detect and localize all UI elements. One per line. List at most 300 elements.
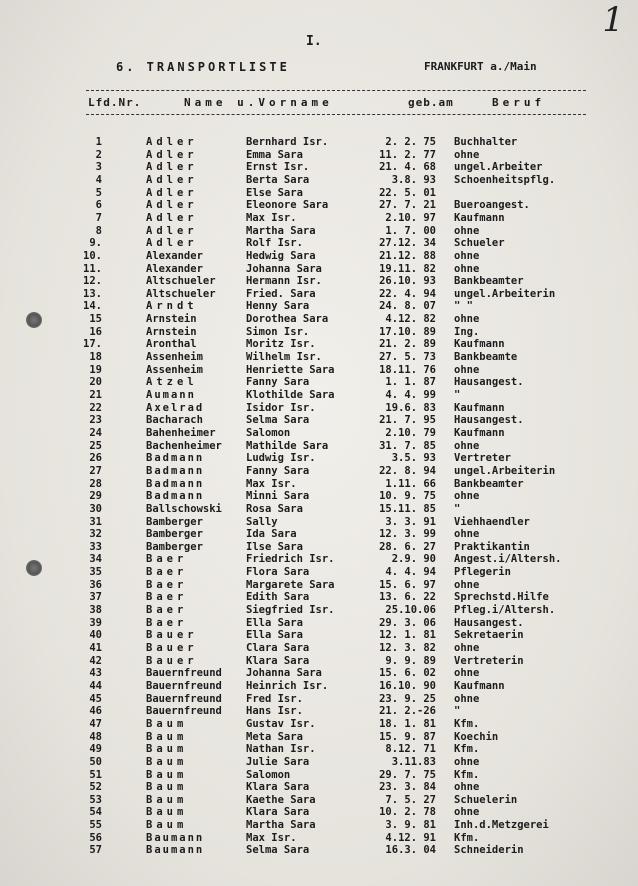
last-name: Assenheim [146, 363, 203, 376]
last-name: Bauernfreund [146, 705, 222, 718]
occupation: ohne [454, 148, 480, 161]
row-number: 23 [89, 414, 102, 427]
birth-date: 4.12. 82 [385, 313, 436, 326]
first-name: Klothilde Sara [246, 389, 335, 401]
row-number: 36 [89, 578, 102, 591]
row-number: 45 [89, 692, 102, 705]
last-name: Bauernfreund [146, 692, 222, 705]
last-name: Adler [146, 186, 198, 199]
table-row [0, 199, 638, 212]
table-row [0, 705, 638, 718]
birth-date: 11. 2. 77 [379, 148, 436, 161]
birth-date: 16.3. 04 [385, 844, 436, 857]
row-number: 50 [89, 755, 102, 768]
birth-date: 29. 3. 06 [379, 616, 436, 629]
birth-date: 27. 7. 21 [379, 199, 436, 212]
birth-date: 15. 6. 97 [379, 578, 436, 591]
last-name: Badmann [146, 452, 205, 465]
birth-date: 4. 4. 99 [385, 389, 436, 401]
row-number: 22 [89, 401, 102, 414]
birth-date: 2.10. 97 [385, 211, 436, 224]
first-name: Rosa Sara [246, 502, 303, 515]
table-row [0, 819, 638, 832]
table-row [0, 136, 638, 149]
header-number: Lfd.Nr. [88, 96, 142, 109]
occupation: ohne [454, 249, 480, 262]
row-number: 53 [89, 793, 102, 806]
table-row [0, 414, 638, 427]
table-row [0, 174, 638, 187]
table-row [0, 149, 638, 162]
birth-date: 26.10. 93 [379, 275, 436, 288]
birth-date: 21. 2.-26 [379, 705, 436, 718]
corner-page-mark: 1 [602, 0, 624, 40]
row-number: 32 [89, 528, 102, 541]
occupation: Bankbeamter [454, 275, 524, 288]
occupation: Kfm. [454, 743, 480, 756]
last-name: Bamberger [146, 540, 203, 553]
birth-date: 23. 3. 84 [379, 781, 436, 794]
occupation: ohne [454, 224, 480, 237]
occupation: Pflegerin [454, 566, 511, 579]
last-name: Bachenheimer [146, 439, 222, 452]
last-name: Arnstein [146, 313, 197, 326]
first-name: Selma Sara [246, 414, 310, 427]
occupation: ohne [454, 262, 480, 275]
row-number: 5 [95, 186, 102, 199]
row-number: 40 [89, 629, 102, 642]
table-row [0, 427, 638, 440]
table-row [0, 680, 638, 693]
first-name: Max Isr. [246, 831, 297, 844]
row-number: 1 [95, 136, 102, 148]
occupation: ohne [454, 528, 480, 541]
table-row [0, 503, 638, 516]
row-number: 14. [83, 300, 102, 313]
first-name: Ella Sara [246, 616, 303, 629]
row-number: 24 [89, 426, 102, 439]
occupation: " [454, 502, 461, 515]
row-number: 13. [83, 287, 102, 300]
last-name: Baer [146, 604, 188, 617]
occupation: ohne [454, 692, 480, 705]
last-name: Adler [146, 237, 198, 250]
row-number: 20 [89, 376, 102, 389]
occupation: ohne [454, 755, 480, 768]
last-name: Adler [146, 161, 198, 174]
row-number: 27 [89, 464, 102, 477]
table-row [0, 402, 638, 415]
first-name: Siegfried Isr. [246, 604, 335, 617]
first-name: Julie Sara [246, 755, 310, 768]
occupation: Angest.i/Altersh. [454, 553, 562, 566]
occupation: " [454, 389, 461, 401]
first-name: Eleonore Sara [246, 199, 329, 212]
last-name: Baum [146, 717, 188, 730]
occupation: Vertreter [454, 452, 511, 465]
table-row [0, 617, 638, 630]
birth-date: 29. 7. 75 [379, 768, 436, 781]
header-rule-bottom [86, 114, 586, 115]
occupation: Hausangest. [454, 414, 524, 427]
first-name: Selma Sara [246, 844, 310, 857]
last-name: Bauernfreund [146, 667, 222, 680]
row-number: 49 [89, 743, 102, 756]
birth-date: 18.11. 76 [379, 363, 436, 376]
first-name: Simon Isr. [246, 325, 310, 338]
table-row [0, 693, 638, 706]
row-number: 44 [89, 679, 102, 692]
row-number: 42 [89, 654, 102, 667]
table-row [0, 313, 638, 326]
birth-date: 10. 2. 78 [379, 806, 436, 819]
birth-date: 18. 1. 81 [379, 717, 436, 730]
row-number: 51 [89, 768, 102, 781]
birth-date: 22. 8. 94 [379, 464, 436, 477]
last-name: Alexander [146, 249, 203, 262]
first-name: Emma Sara [246, 148, 303, 161]
last-name: Alexander [146, 262, 203, 275]
birth-date: 1.11. 66 [385, 477, 436, 490]
table-row [0, 832, 638, 845]
first-name: Hans Isr. [246, 705, 303, 718]
row-number: 56 [89, 831, 102, 844]
first-name: Martha Sara [246, 819, 316, 832]
occupation: Bueroangest. [454, 199, 530, 212]
first-name: Dorothea Sara [246, 313, 329, 326]
table-row [0, 263, 638, 276]
table-row [0, 288, 638, 301]
occupation: Buchhalter [454, 136, 518, 148]
first-name: Fred Isr. [246, 692, 303, 705]
birth-date: 21. 4. 68 [379, 161, 436, 174]
header-name: Name u.Vorname [184, 96, 333, 109]
table-row [0, 440, 638, 453]
row-number: 31 [89, 515, 102, 528]
birth-date: 1. 1. 87 [385, 376, 436, 389]
birth-date: 8.12. 71 [385, 743, 436, 756]
birth-date: 2.9. 90 [391, 553, 436, 566]
birth-date: 16.10. 90 [379, 679, 436, 692]
last-name: Baum [146, 793, 188, 806]
last-name: Bacharach [146, 414, 203, 427]
first-name: Rolf Isr. [246, 237, 303, 250]
birth-date: 22. 5. 01 [379, 186, 436, 199]
birth-date: 21. 7. 95 [379, 414, 436, 427]
table-row [0, 275, 638, 288]
table-row [0, 389, 638, 402]
list-title: 6. TRANSPORTLISTE [116, 60, 290, 74]
birth-date: 12. 1. 81 [379, 629, 436, 642]
occupation: Schuelerin [454, 793, 518, 806]
table-row [0, 629, 638, 642]
first-name: Ella Sara [246, 629, 303, 642]
table-row [0, 844, 638, 857]
first-name: Klara Sara [246, 781, 310, 794]
first-name: Martha Sara [246, 224, 316, 237]
table-row [0, 376, 638, 389]
row-number: 15 [89, 313, 102, 326]
table-row [0, 452, 638, 465]
birth-date: 10. 9. 75 [379, 490, 436, 503]
occupation: ohne [454, 806, 480, 819]
birth-date: 27.12. 34 [379, 237, 436, 250]
row-number: 33 [89, 540, 102, 553]
birth-date: 12. 3. 82 [379, 642, 436, 654]
last-name: Baum [146, 781, 188, 794]
table-row [0, 490, 638, 503]
occupation: Kfm. [454, 831, 480, 844]
occupation: Sprechstd.Hilfe [454, 591, 549, 604]
occupation: ungel.Arbeiterin [454, 464, 556, 477]
birth-date: 4.12. 91 [385, 831, 436, 844]
row-number: 10. [83, 249, 102, 262]
birth-date: 25.10.06 [385, 604, 436, 617]
row-number: 6 [95, 199, 102, 212]
row-number: 21 [89, 389, 102, 401]
first-name: Minni Sara [246, 490, 310, 503]
birth-date: 1. 7. 00 [385, 224, 436, 237]
last-name: Bauer [146, 642, 198, 654]
last-name: Aronthal [146, 338, 197, 351]
birth-date: 4. 4. 94 [385, 566, 436, 579]
first-name: Sally [246, 515, 278, 528]
table-row [0, 806, 638, 819]
birth-date: 15. 9. 87 [379, 730, 436, 743]
first-name: Klara Sara [246, 806, 310, 819]
row-number: 35 [89, 566, 102, 579]
occupation: Kfm. [454, 717, 480, 730]
first-name: Henny Sara [246, 300, 310, 313]
last-name: Baum [146, 768, 188, 781]
occupation: ohne [454, 667, 480, 680]
first-name: Johanna Sara [246, 667, 322, 680]
birth-date: 21. 2. 89 [379, 338, 436, 351]
last-name: Badmann [146, 477, 205, 490]
table-row [0, 731, 638, 744]
header-occupation: Beruf [492, 96, 546, 109]
occupation: " " [454, 300, 473, 313]
table-row [0, 769, 638, 782]
row-number: 25 [89, 439, 102, 452]
last-name: Baer [146, 616, 188, 629]
last-name: Altschueler [146, 275, 216, 288]
first-name: Wilhelm Isr. [246, 351, 322, 364]
row-number: 8 [95, 224, 102, 237]
birth-date: 23. 9. 25 [379, 692, 436, 705]
birth-date: 17.10. 89 [379, 325, 436, 338]
occupation: Viehhaendler [454, 515, 530, 528]
table-row [0, 364, 638, 377]
last-name: Adler [146, 173, 198, 186]
birth-date: 3. 3. 91 [385, 515, 436, 528]
row-number: 46 [89, 705, 102, 718]
table-row [0, 553, 638, 566]
table-row [0, 718, 638, 731]
page-number: I. [306, 34, 322, 49]
row-number: 11. [83, 262, 102, 275]
occupation: ohne [454, 642, 480, 654]
occupation: Sekretaerin [454, 629, 524, 642]
table-row [0, 187, 638, 200]
table-row [0, 655, 638, 668]
table-row [0, 225, 638, 238]
table-row [0, 351, 638, 364]
row-number: 48 [89, 730, 102, 743]
birth-date: 15. 6. 02 [379, 667, 436, 680]
occupation: Schoenheitspflg. [454, 173, 556, 186]
first-name: Max Isr. [246, 477, 297, 490]
first-name: Heinrich Isr. [246, 679, 329, 692]
column-header-row [88, 96, 588, 112]
occupation: Bankbeamte [454, 351, 518, 364]
last-name: Axelrad [146, 401, 205, 414]
row-number: 38 [89, 604, 102, 617]
row-number: 34 [89, 553, 102, 566]
first-name: Edith Sara [246, 591, 310, 604]
last-name: Bamberger [146, 528, 203, 541]
occupation: Kaufmann [454, 426, 505, 439]
last-name: Adler [146, 224, 198, 237]
last-name: Baum [146, 806, 188, 819]
first-name: Gustav Isr. [246, 717, 316, 730]
table-row [0, 528, 638, 541]
occupation: " [454, 705, 461, 718]
last-name: Atzel [146, 376, 198, 389]
last-name: Baum [146, 819, 188, 832]
last-name: Arndt [146, 300, 198, 313]
birth-date: 13. 6. 22 [379, 591, 436, 604]
birth-date: 19.11. 82 [379, 262, 436, 275]
first-name: Kaethe Sara [246, 793, 316, 806]
table-row [0, 667, 638, 680]
first-name: Fanny Sara [246, 376, 310, 389]
last-name: Adler [146, 136, 198, 148]
first-name: Berta Sara [246, 173, 310, 186]
occupation: Kaufmann [454, 401, 505, 414]
last-name: Baum [146, 755, 188, 768]
first-name: Salomon [246, 768, 291, 781]
birth-date: 22. 4. 94 [379, 287, 436, 300]
table-row [0, 743, 638, 756]
table-row [0, 250, 638, 263]
first-name: Ilse Sara [246, 540, 303, 553]
birth-date: 3. 9. 81 [385, 819, 436, 832]
occupation: ohne [454, 578, 480, 591]
row-number: 43 [89, 667, 102, 680]
row-number: 52 [89, 781, 102, 794]
occupation: Bankbeamter [454, 477, 524, 490]
occupation: Koechin [454, 730, 499, 743]
occupation: Schneiderin [454, 844, 524, 857]
row-number: 54 [89, 806, 102, 819]
table-row [0, 781, 638, 794]
last-name: Altschueler [146, 287, 216, 300]
header-born: geb.am [408, 96, 454, 109]
first-name: Friedrich Isr. [246, 553, 335, 566]
occupation: ohne [454, 490, 480, 503]
occupation: Vertreterin [454, 654, 524, 667]
first-name: Ida Sara [246, 528, 297, 541]
last-name: Bauer [146, 654, 198, 667]
last-name: Bamberger [146, 515, 203, 528]
row-number: 29 [89, 490, 102, 503]
first-name: Hedwig Sara [246, 249, 316, 262]
first-name: Isidor Isr. [246, 401, 316, 414]
occupation: Praktikantin [454, 540, 530, 553]
row-number: 3 [95, 161, 102, 174]
first-name: Moritz Isr. [246, 338, 316, 351]
table-row [0, 326, 638, 339]
table-row [0, 237, 638, 250]
occupation: ohne [454, 313, 480, 326]
row-number: 26 [89, 452, 102, 465]
last-name: Baum [146, 743, 188, 756]
last-name: Badmann [146, 490, 205, 503]
first-name: Henriette Sara [246, 363, 335, 376]
first-name: Clara Sara [246, 642, 310, 654]
row-number: 19 [89, 363, 102, 376]
occupation: ungel.Arbeiterin [454, 287, 556, 300]
table-row [0, 516, 638, 529]
row-number: 2 [95, 148, 102, 161]
first-name: Else Sara [246, 186, 303, 199]
occupation: Kfm. [454, 768, 480, 781]
row-number: 17. [83, 338, 102, 351]
table-row [0, 212, 638, 225]
last-name: Bauernfreund [146, 679, 222, 692]
row-number: 12. [83, 275, 102, 288]
occupation: Hausangest. [454, 616, 524, 629]
table-row [0, 579, 638, 592]
birth-date: 2. 2. 75 [385, 136, 436, 148]
row-number: 18 [89, 351, 102, 364]
city-label: FRANKFURT a./Main [424, 60, 537, 73]
first-name: Flora Sara [246, 566, 310, 579]
birth-date: 3.5. 93 [391, 452, 436, 465]
first-name: Meta Sara [246, 730, 303, 743]
row-number: 16 [89, 325, 102, 338]
first-name: Johanna Sara [246, 262, 322, 275]
table-row [0, 338, 638, 351]
first-name: Hermann Isr. [246, 275, 322, 288]
last-name: Ballschowski [146, 502, 222, 515]
first-name: Nathan Isr. [246, 743, 316, 756]
last-name: Baumann [146, 831, 205, 844]
table-row [0, 541, 638, 554]
birth-date: 2.10. 79 [385, 426, 436, 439]
occupation: Hausangest. [454, 376, 524, 389]
row-number: 30 [89, 502, 102, 515]
row-number: 37 [89, 591, 102, 604]
birth-date: 19.6. 83 [385, 401, 436, 414]
birth-date: 21.12. 88 [379, 249, 436, 262]
occupation: Kaufmann [454, 679, 505, 692]
row-number: 55 [89, 819, 102, 832]
occupation: ohne [454, 363, 480, 376]
last-name: Baumann [146, 844, 205, 857]
row-number: 28 [89, 477, 102, 490]
table-row [0, 756, 638, 769]
header-rule-top [86, 90, 586, 91]
birth-date: 28. 6. 27 [379, 540, 436, 553]
occupation: Pfleg.i/Altersh. [454, 604, 556, 617]
first-name: Margarete Sara [246, 578, 335, 591]
last-name: Baer [146, 591, 188, 604]
table-row [0, 794, 638, 807]
last-name: Adler [146, 211, 198, 224]
last-name: Bauer [146, 629, 198, 642]
